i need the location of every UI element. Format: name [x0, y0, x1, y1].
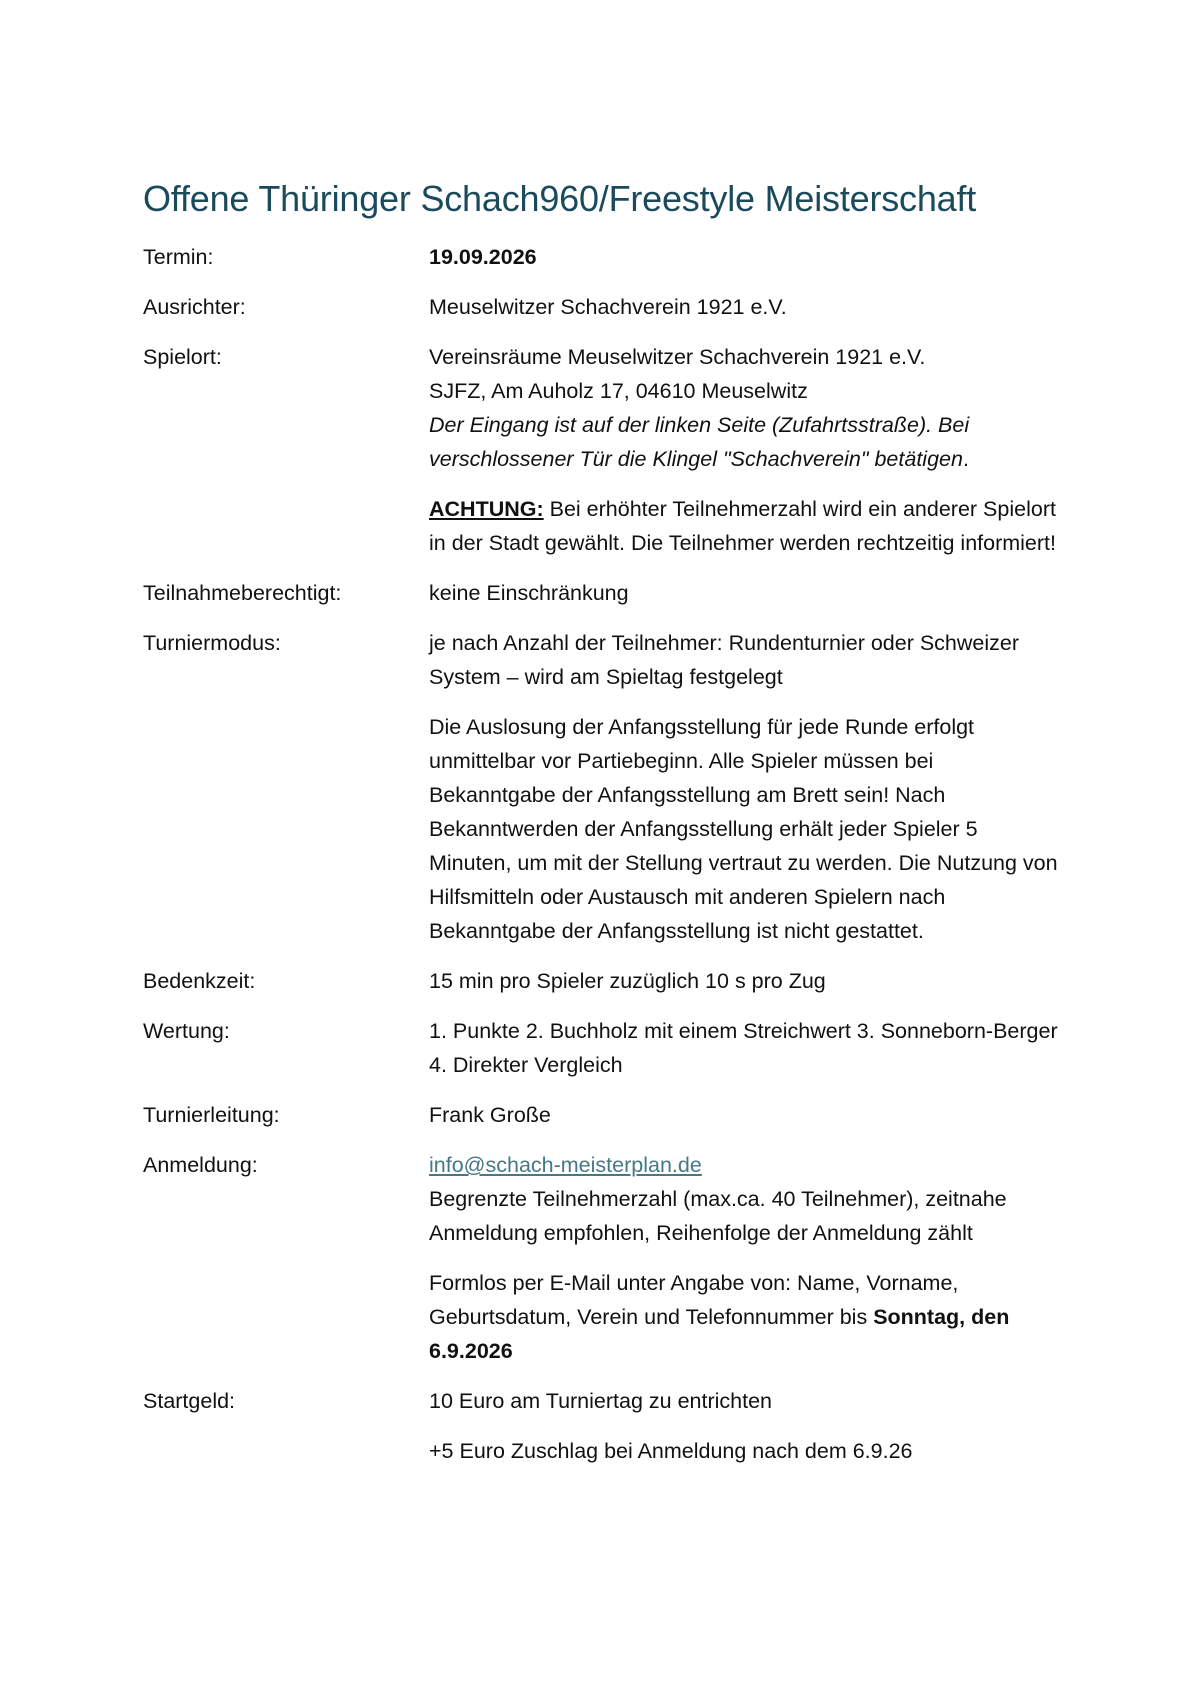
- email-link[interactable]: info@schach-meisterplan.de: [429, 1153, 702, 1177]
- anmeldung-text2-body: Formlos per E-Mail unter Angabe von: Name, Vorname, Geburtsdatum, Verein und Telefonnummer bis: [429, 1271, 959, 1329]
- spielort-line1: Vereinsräume Meuselwitzer Schachverein 1921 e.V.: [429, 345, 926, 369]
- turniermodus-text2: Die Auslosung der Anfangsstellung für jede Runde erfolgt unmittelbar vor Partiebeginn. Alle Spieler müssen bei Bekanntgabe der Anfangsstellung am Brett sein! Nach Bekanntwerden der Anfangsstellung erhält jeder Spieler 5 Minuten, um mit der Stellung vertraut zu werden. Die Nutzung von Hilfsmitteln oder Austausch mit anderen Spielern nach Bekanntgabe der Anfangsstellung ist nicht gestattet.: [429, 715, 1058, 943]
- bedenkzeit-value: 15 min pro Spieler zuzüglich 10 s pro Zug: [429, 969, 826, 993]
- row-spielort: [143, 340, 1063, 560]
- anmeldung-email-line: [429, 1148, 1063, 1182]
- startgeld-text1: 10 Euro am Turniertag zu entrichten: [429, 1389, 772, 1413]
- spielort-label: Spielort:: [143, 345, 222, 369]
- row-wertung: [143, 1014, 1063, 1082]
- row-turnierleitung: [143, 1098, 1063, 1132]
- wertung-label: Wertung:: [143, 1019, 230, 1043]
- turnierleitung-value: Frank Große: [429, 1103, 551, 1127]
- row-ausrichter: [143, 290, 1063, 324]
- achtung-text: Bei erhöhter Teilnehmerzahl wird ein anderer Spielort in der Stadt gewählt. Die Teilnehmer werden rechtzeitig informiert!: [429, 497, 1056, 555]
- startgeld-label: Startgeld:: [143, 1389, 236, 1413]
- termin-label: Termin:: [143, 245, 214, 269]
- row-anmeldung: [143, 1148, 1063, 1368]
- teilnahme-value: keine Einschränkung: [429, 581, 629, 605]
- anmeldung-text1: Begrenzte Teilnehmerzahl (max.ca. 40 Teilnehmer), zeitnahe Anmeldung empfohlen, Reihenfolge der Anmeldung zählt: [429, 1187, 1007, 1245]
- ausrichter-value: Meuselwitzer Schachverein 1921 e.V.: [429, 295, 787, 319]
- turnierleitung-label: Turnierleitung:: [143, 1103, 280, 1127]
- anmeldung-deadline: Sonntag, den 6.9.2026: [429, 1305, 1010, 1363]
- startgeld-value: [429, 1384, 1063, 1468]
- row-turniermodus: [143, 626, 1063, 948]
- info-table: [143, 240, 1063, 1468]
- spielort-hint-text: Der Eingang ist auf der linken Seite (Zufahrtsstraße). Bei verschlossener Tür die Klingel "Schachverein" betätigen: [429, 413, 970, 471]
- anmeldung-value: [429, 1148, 1063, 1368]
- turniermodus-text1: je nach Anzahl der Teilnehmer: Rundenturnier oder Schweizer System – wird am Spieltag festgelegt: [429, 631, 1020, 689]
- document-title: Offene Thüringer Schach960/Freestyle Meisterschaft: [143, 178, 977, 219]
- spielort-hint-end: .: [962, 447, 969, 471]
- startgeld-text2: +5 Euro Zuschlag bei Anmeldung nach dem 6.9.26: [429, 1439, 913, 1463]
- teilnahme-label: Teilnahmeberechtigt:: [143, 581, 342, 605]
- achtung-label: ACHTUNG:: [429, 497, 544, 521]
- row-startgeld: [143, 1384, 1063, 1468]
- row-bedenkzeit: [143, 964, 1063, 998]
- achtung-note: [429, 492, 1063, 560]
- row-termin: [143, 240, 1063, 274]
- ausrichter-label: Ausrichter:: [143, 295, 246, 319]
- termin-value: 19.09.2026: [429, 245, 537, 269]
- anmeldung-label: Anmeldung:: [143, 1153, 258, 1177]
- turniermodus-label: Turniermodus:: [143, 631, 281, 655]
- spielort-value: [429, 340, 1063, 560]
- row-teilnahme: [143, 576, 1063, 610]
- spielort-hint: [429, 408, 1063, 476]
- anmeldung-text2: [429, 1266, 1063, 1368]
- bedenkzeit-label: Bedenkzeit:: [143, 969, 256, 993]
- turniermodus-value: [429, 626, 1063, 948]
- wertung-value: 1. Punkte 2. Buchholz mit einem Streichwert 3. Sonneborn-Berger 4. Direkter Vergleich: [429, 1019, 1058, 1077]
- spielort-line2: SJFZ, Am Auholz 17, 04610 Meuselwitz: [429, 379, 808, 403]
